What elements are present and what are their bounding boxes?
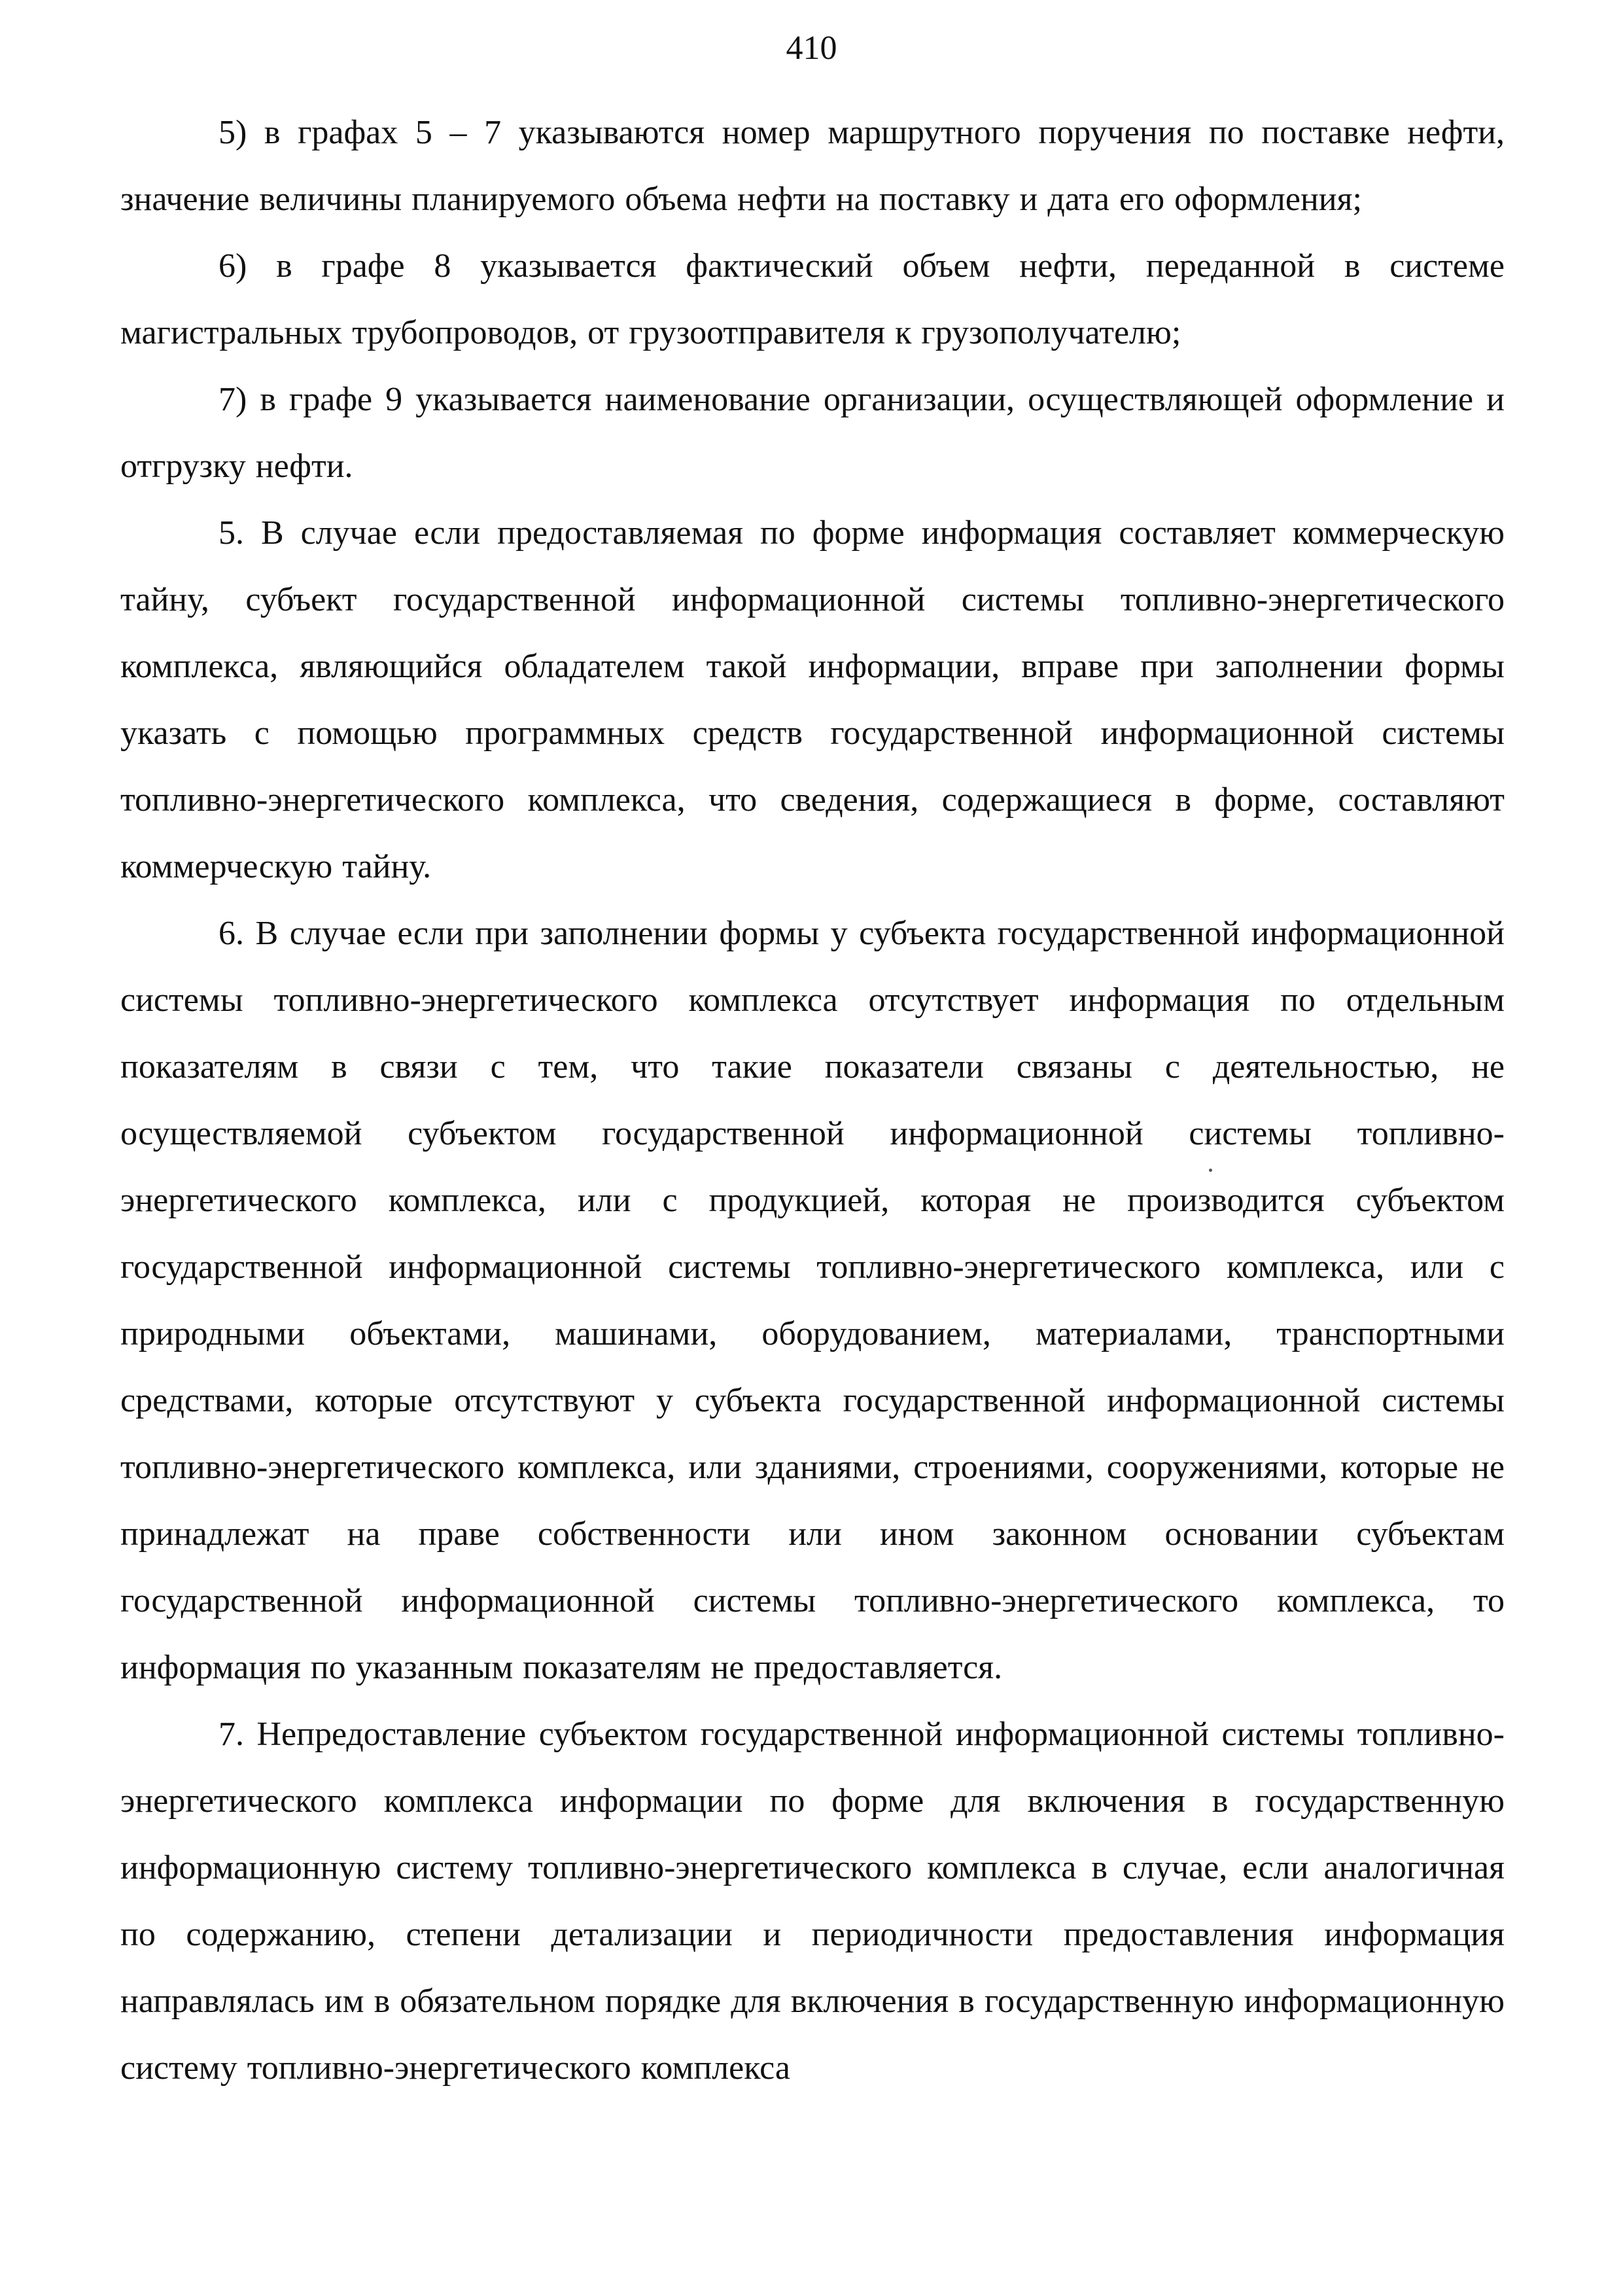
scan-artifact-dot [1209,1169,1212,1172]
paragraph-item-6: 6) в графе 8 указывается фактический объем нефти, переданной в системе магистральных трубопроводов, от грузоотправителя к грузополучателю; [120,247,1505,351]
paragraph-item-7: 7) в графе 9 указывается наименование организации, осуществляющей оформление и отгрузку нефти. [120,381,1505,485]
document-body [120,99,1505,2102]
page-number: 410 [786,29,837,67]
paragraph-clause-7: 7. Непредоставление субъектом государственной информационной системы топливно-энергетического комплекса информации по форме для включения в государственную информационную систему топливно-энергетического комплекса в случае, если аналогичная по содержанию, степени детализации и периодичности предоставления информация направлялась им в обязательном порядке для включения в государственную информационную систему топливно-энергетического комплекса [120,1716,1505,2087]
paragraph-item-5: 5) в графах 5 – 7 указываются номер маршрутного поручения по поставке нефти, значение величины планируемого объема нефти на поставку и дата его оформления; [120,114,1505,218]
paragraph-clause-6: 6. В случае если при заполнении формы у субъекта государственной информационной системы топливно-энергетического комплекса отсутствует информация по отдельным показателям в связи с тем, что такие показатели связаны с деятельностью, не осуществляемой субъектом государственной информационной системы топливно-энергетического комплекса, или с продукцией, которая не производится субъектом государственной информационной системы топливно-энергетического комплекса, или с природными объектами, машинами, оборудованием, материалами, транспортными средствами, которые отсутствуют у субъекта государственной информационной системы топливно-энергетического комплекса, или зданиями, строениями, сооружениями, которые не принадлежат на праве собственности или ином законном основании субъектам государственной информационной системы топливно-энергетического комплекса, то информация по указанным показателям не предоставляется. [120,915,1505,1686]
paragraph-clause-5: 5. В случае если предоставляемая по форме информация составляет коммерческую тайну, субъект государственной информационной системы топливно-энергетического комплекса, являющийся обладателем такой информации, вправе при заполнении формы указать с помощью программных средств государственной информационной системы топливно-энергетического комплекса, что сведения, содержащиеся в форме, составляют коммерческую тайну. [120,514,1505,885]
